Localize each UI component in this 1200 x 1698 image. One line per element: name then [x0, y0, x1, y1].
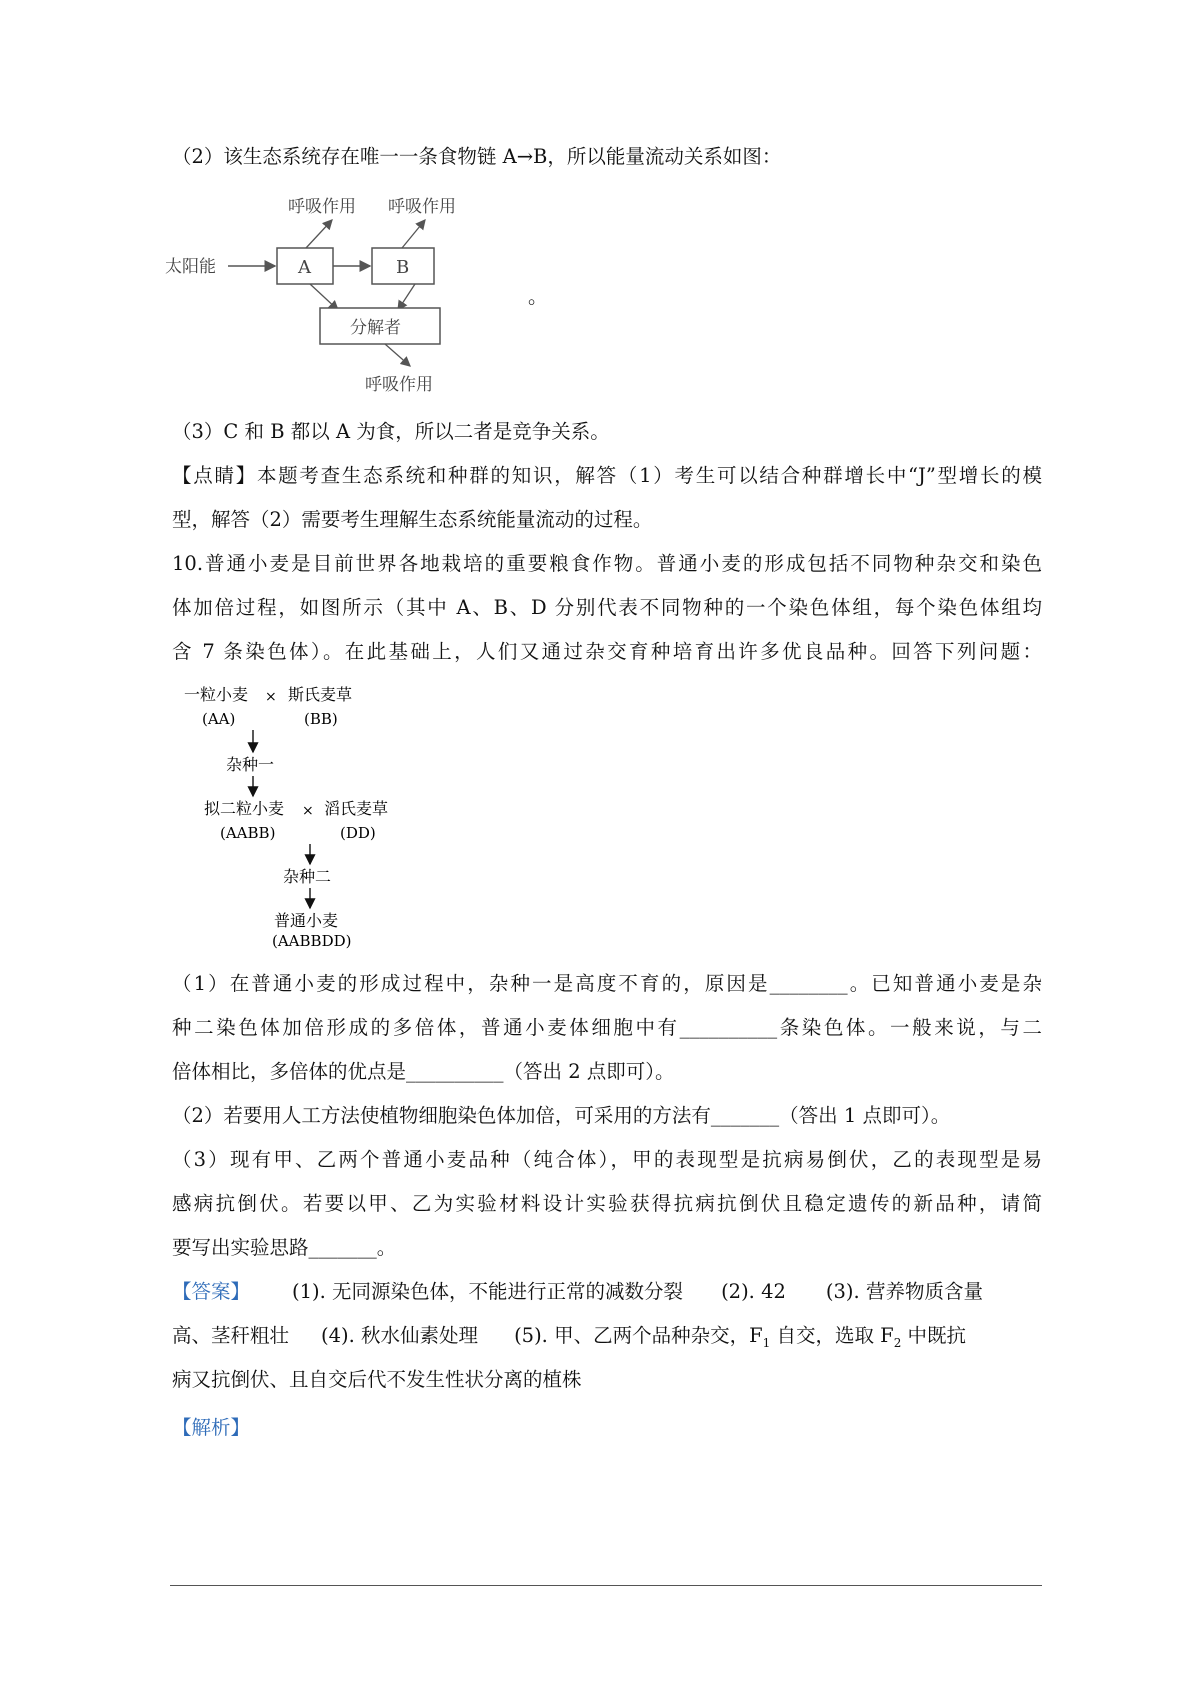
p5-genome: (AABBDD)	[272, 932, 352, 950]
q1-line-1: （1）在普通小麦的形成过程中，杂种一是高度不育的，原因是________。已知普通小麦是杂	[172, 972, 1042, 995]
label-sun: 太阳能	[165, 257, 216, 277]
p2-name: 斯氏麦草	[288, 685, 353, 704]
p5-name: 普通小麦	[274, 911, 339, 930]
analysis-label: 【解析】	[172, 1416, 251, 1439]
footer-rule	[170, 1585, 1042, 1586]
label-resp-b: 呼吸作用	[388, 197, 456, 217]
hybrid-1: 杂种一	[226, 755, 275, 774]
answer-line-2: 高、茎秆粗壮 (4). 秋水仙素处理 (5). 甲、乙两个品种杂交，$F_1$ 自交，选取 $F_2$ 中既抗	[172, 1324, 967, 1350]
hybrid-2: 杂种二	[283, 867, 332, 886]
line-commentary-1: 【点睛】本题考查生态系统和种群的知识，解答（1）考生可以结合种群增长中“J”型增长的模	[172, 464, 1042, 487]
cross-1: ×	[265, 689, 277, 705]
p4-name: 滔氏麦草	[324, 799, 389, 818]
q1-line-2: 种二染色体加倍形成的多倍体，普通小麦体细胞中有__________条染色体。一般来说，与二	[172, 1016, 1042, 1039]
q10-line-2: 体加倍过程，如图所示（其中 A、B、D 分别代表不同物种的一个染色体组，每个染色体组均	[172, 596, 1042, 619]
label-resp-a: 呼吸作用	[288, 197, 356, 217]
p4-genome: (DD)	[340, 824, 376, 842]
decomposer-label: 分解者	[350, 318, 401, 338]
q3-line-1: （3）现有甲、乙两个普通小麦品种（纯合体），甲的表现型是抗病易倒伏，乙的表现型是易	[172, 1148, 1042, 1171]
p2-genome: (BB)	[304, 710, 338, 728]
q2-line-1: （2）若要用人工方法使植物细胞染色体加倍，可采用的方法有_______（答出 1 点即可）。	[172, 1104, 951, 1127]
p3-name: 拟二粒小麦	[204, 799, 285, 818]
commentary-label: 【点睛】	[172, 464, 257, 487]
wheat-formation-diagram	[180, 680, 430, 950]
label-resp-d: 呼吸作用	[365, 375, 433, 395]
q10-line-1: 10.普通小麦是目前世界各地栽培的重要粮食作物。普通小麦的形成包括不同物种杂交和染色	[172, 552, 1042, 575]
q3-line-2: 感病抗倒伏。若要以甲、乙为实验材料设计实验获得抗病抗倒伏且稳定遗传的新品种，请简	[172, 1192, 1042, 1215]
cross-2: ×	[302, 803, 314, 819]
figure-period: 。	[528, 285, 548, 308]
energy-flow-diagram	[160, 180, 540, 400]
p1-name: 一粒小麦	[184, 685, 249, 704]
line-food-chain: （2）该生态系统存在唯一一条食物链 A→B，所以能量流动关系如图：	[172, 145, 782, 168]
line-commentary-2: 型，解答（2）需要考生理解生态系统能量流动的过程。	[172, 508, 653, 531]
answer-line-1: 【答案】 (1). 无同源染色体，不能进行正常的减数分裂 (2). 42 (3). 营养物质含量	[172, 1280, 983, 1303]
q1-line-3: 倍体相比，多倍体的优点是__________（答出 2 点即可）。	[172, 1060, 675, 1083]
answer-line-3: 病又抗倒伏、且自交后代不发生性状分离的植株	[172, 1368, 582, 1391]
p1-genome: (AA)	[202, 710, 236, 728]
line-competition: （3）C 和 B 都以 A 为食，所以二者是竞争关系。	[172, 420, 610, 443]
box-b-label: B	[396, 257, 410, 278]
answer-label: 【答案】	[172, 1280, 251, 1303]
box-a-label: A	[298, 257, 311, 278]
q10-line-3: 含 7 条染色体）。在此基础上，人们又通过杂交育种培育出许多优良品种。回答下列问题：	[172, 640, 1042, 663]
q3-line-3: 要写出实验思路_______。	[172, 1236, 397, 1259]
p3-genome: (AABB)	[220, 824, 276, 842]
